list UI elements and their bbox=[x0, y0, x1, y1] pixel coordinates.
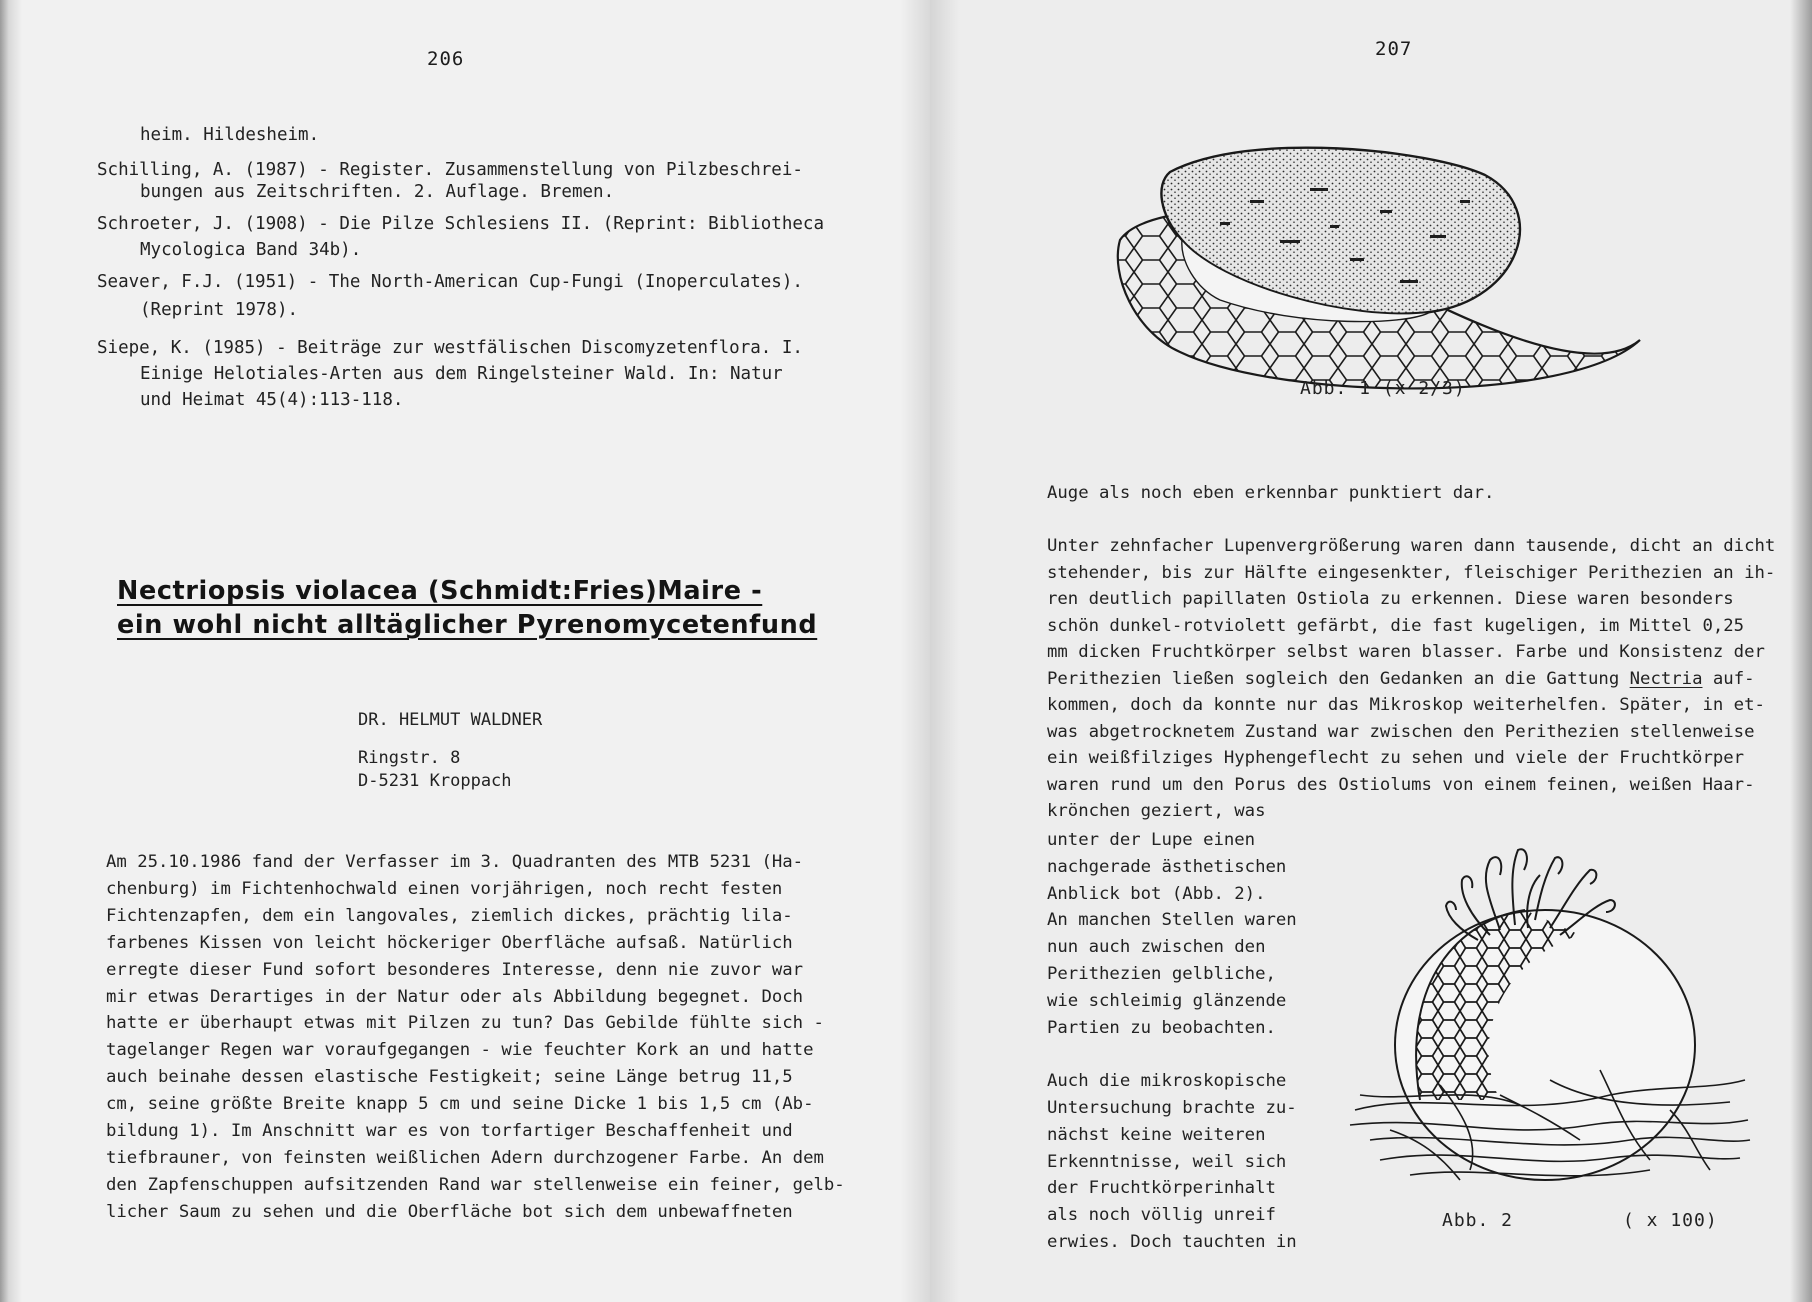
text-line: nachgerade ästhetischen bbox=[1047, 856, 1287, 877]
text-line: Untersuchung brachte zu- bbox=[1047, 1098, 1297, 1118]
figure-2-caption-label: Abb. 2 bbox=[1442, 1210, 1514, 1231]
page-edge-shadow bbox=[1790, 0, 1812, 1302]
text-line: farbenes Kissen von leicht höckeriger Oberfläche aufsaß. Natürlich bbox=[106, 932, 793, 953]
text-line: Perithezien gelbliche, bbox=[1047, 964, 1276, 984]
text-line: Einige Helotiales-Arten aus dem Ringelsteiner Wald. In: Natur bbox=[140, 364, 783, 384]
text-line: schön dunkel-rotviolett gefärbt, die fast kugeligen, im Mittel 0,25 bbox=[1047, 615, 1745, 636]
text-line: und Heimat 45(4):113-118. bbox=[140, 390, 404, 410]
text-line: Anblick bot (Abb. 2). bbox=[1047, 883, 1266, 904]
text-line: als noch völlig unreif bbox=[1047, 1205, 1276, 1226]
figure-1-fungus-on-cone bbox=[1100, 140, 1700, 400]
book-gutter bbox=[900, 0, 960, 1302]
text-line: erregte dieser Fund sofort besonderes Interesse, denn nie zuvor war bbox=[106, 959, 804, 980]
article-title-line-1: Nectriopsis violacea (Schmidt:Fries)Maire - bbox=[117, 576, 763, 606]
text-line: mm dicken Fruchtkörper selbst waren blasser. Farbe und Konsistenz der bbox=[1047, 642, 1765, 662]
text-line: kommen, doch da konnte nur das Mikroskop weiterhelfen. Später, in et- bbox=[1047, 695, 1765, 715]
author-name: DR. HELMUT WALDNER bbox=[358, 710, 543, 730]
text-line: nächst keine weiteren bbox=[1047, 1124, 1266, 1145]
text-line: Siepe, K. (1985) - Beiträge zur westfälischen Discomyzetenflora. I. bbox=[97, 338, 803, 358]
text-line: hatte er überhaupt etwas mit Pilzen zu tun? Das Gebilde fühlte sich - bbox=[106, 1013, 824, 1034]
text-line: mir etwas Derartiges in der Natur oder als Abbildung begegnet. Doch bbox=[106, 986, 804, 1007]
text-line: Unter zehnfacher Lupenvergrößerung waren dann tausende, dicht an dicht bbox=[1047, 536, 1776, 556]
text-line: Mycologica Band 34b). bbox=[140, 240, 362, 260]
right-page bbox=[930, 0, 1812, 1302]
text-line: Auch die mikroskopische bbox=[1047, 1071, 1287, 1092]
text-line: (Reprint 1978). bbox=[140, 300, 299, 320]
text-line: ein weißfilziges Hyphengeflecht zu sehen und viele der Fruchtkörper bbox=[1047, 748, 1745, 768]
text-line: stehender, bis zur Hälfte eingesenkter, fleischiger Perithezien an ih- bbox=[1047, 562, 1776, 583]
text-line: auch beinahe dessen elastische Festigkeit; seine Länge betrug 11,5 bbox=[106, 1067, 793, 1088]
text-line: Erkenntnisse, weil sich bbox=[1047, 1151, 1287, 1172]
text-line: krönchen geziert, was bbox=[1047, 801, 1266, 821]
author-address-street: Ringstr. 8 bbox=[358, 748, 461, 768]
text-line: An manchen Stellen waren bbox=[1047, 910, 1297, 931]
text-line: cm, seine größte Breite knapp 5 cm und seine Dicke 1 bis 1,5 cm (Ab- bbox=[106, 1094, 814, 1115]
text-line: Auge als noch eben erkennbar punktiert dar. bbox=[1047, 483, 1495, 503]
text-line: der Fruchtkörperinhalt bbox=[1047, 1178, 1276, 1199]
article-title-line-2: ein wohl nicht alltäglicher Pyrenomycetenfund bbox=[117, 610, 818, 640]
page-edge-shadow bbox=[0, 0, 22, 1302]
text-line: Seaver, F.J. (1951) - The North-American Cup-Fungi (Inoperculates). bbox=[97, 272, 803, 292]
text-line: Schilling, A. (1987) - Register. Zusammenstellung von Pilzbeschrei- bbox=[97, 160, 803, 180]
text-line: tagelanger Regen war voraufgegangen - wie feuchter Kork an und hatte bbox=[106, 1040, 814, 1061]
text-line: tiefbrauner, von feinsten weißlichen Adern durchzogener Farbe. An dem bbox=[106, 1147, 824, 1168]
text-line: bildung 1). Im Anschnitt war es von torfartiger Beschaffenheit und bbox=[106, 1121, 793, 1141]
figure-2-caption-scale: ( x 100) bbox=[1623, 1210, 1718, 1231]
page-number-right: 207 bbox=[1375, 38, 1413, 60]
author-address-city: D-5231 Kroppach bbox=[358, 771, 512, 791]
text-line: bungen aus Zeitschriften. 2. Auflage. Bremen. bbox=[140, 182, 615, 202]
text-line: unter der Lupe einen bbox=[1047, 830, 1256, 850]
figure-2-perithecium bbox=[1350, 840, 1750, 1240]
text-line: nun auch zwischen den bbox=[1047, 937, 1266, 958]
text-line: chenburg) im Fichtenhochwald einen vorjährigen, noch recht festen bbox=[106, 878, 783, 899]
text-line: was abgetrocknetem Zustand war zwischen den Perithezien stellenweise bbox=[1047, 721, 1755, 742]
text-line: erwies. Doch tauchten in bbox=[1047, 1232, 1297, 1252]
text-line: Am 25.10.1986 fand der Verfasser im 3. Quadranten des MTB 5231 (Ha- bbox=[106, 852, 804, 872]
text-line: heim. Hildesheim. bbox=[140, 125, 320, 145]
text-line: Partien zu beobachten. bbox=[1047, 1017, 1276, 1038]
text-line: den Zapfenschuppen aufsitzenden Rand war stellenweise ein feiner, gelb- bbox=[106, 1174, 845, 1195]
text-line: Schroeter, J. (1908) - Die Pilze Schlesiens II. (Reprint: Bibliotheca bbox=[97, 214, 824, 234]
text-line: Perithezien ließen sogleich den Gedanken an die Gattung Nectria auf- bbox=[1047, 668, 1755, 689]
text-line: ren deutlich papillaten Ostiola zu erkennen. Diese waren besonders bbox=[1047, 589, 1734, 609]
figure-1-caption: Abb. 1 (x 2/3) bbox=[1300, 378, 1466, 399]
page-number-left: 206 bbox=[427, 48, 465, 70]
text-line: Fichtenzapfen, dem ein langovales, ziemlich dickes, prächtig lila- bbox=[106, 905, 793, 926]
text-line: licher Saum zu sehen und die Oberfläche bot sich dem unbewaffneten bbox=[106, 1201, 793, 1222]
text-line: wie schleimig glänzende bbox=[1047, 990, 1287, 1011]
text-line: waren rund um den Porus des Ostiolums von einem feinen, weißen Haar- bbox=[1047, 774, 1755, 795]
